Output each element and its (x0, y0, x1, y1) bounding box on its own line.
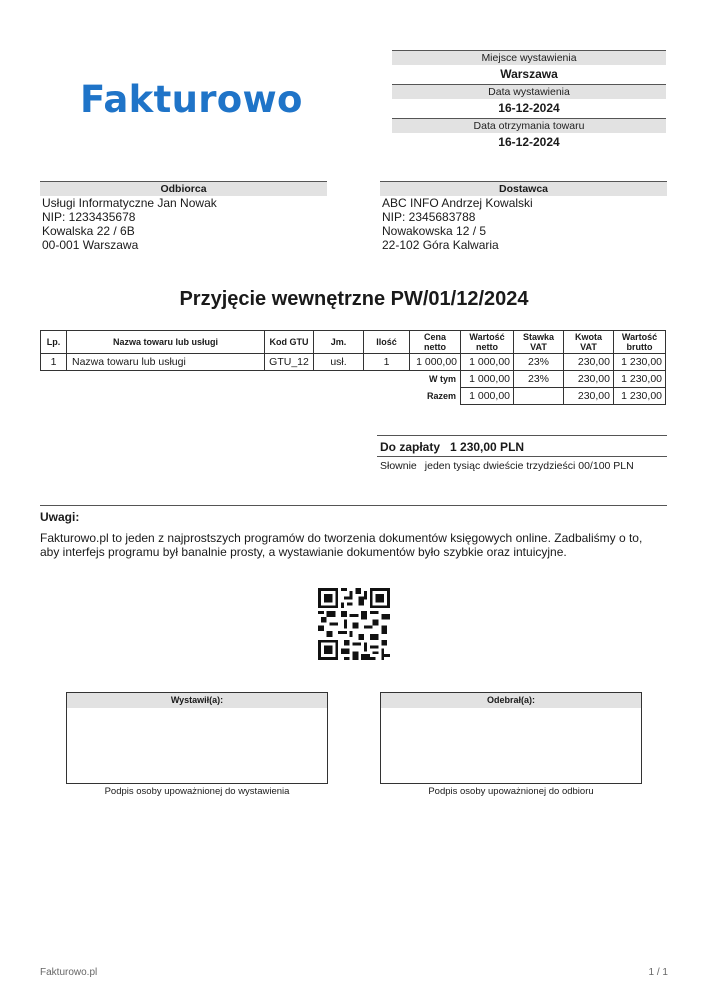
col-gross-value: Wartość brutto (614, 331, 666, 354)
row-net-price: 1 000,00 (410, 354, 461, 371)
receipt-date-value: 16-12-2024 (498, 135, 560, 149)
in-that-label: W tym (429, 374, 456, 385)
in-that-row (41, 371, 666, 388)
company-logo: Fakturowo (80, 78, 303, 121)
col-qty: Ilość (364, 331, 410, 354)
recipient-street: Kowalska 22 / 6B (42, 224, 135, 238)
supplier-city: 22-102 Góra Kalwaria (382, 238, 499, 252)
col-net-price: Cena netto (410, 331, 461, 354)
table-row (41, 354, 666, 371)
page-number: 1 / 1 (648, 967, 668, 978)
notes-text: Fakturowo.pl to jeden z najprostszych programów do tworzenia dokumentów księgowych online. Zadbaliśmy o to, aby interfejs programu był banalnie prosty, a wystawianie dokumentów było szybkie oraz intuicyjne. (40, 531, 643, 559)
total-net-value: 1 000,00 (461, 388, 514, 405)
issuer-signature-block (66, 692, 328, 797)
amount-in-words-label: Słownie (380, 460, 417, 472)
recipient-name: Usługi Informatyczne Jan Nowak (42, 196, 217, 210)
notes-section (40, 505, 667, 559)
total-label: Razem (426, 391, 456, 401)
col-vat-amount: Kwota VAT (564, 331, 614, 354)
col-net-value: Wartość netto (461, 331, 514, 354)
receiver-signature-box (380, 692, 642, 784)
col-unit: Jm. (314, 331, 364, 354)
col-vat-rate: Stawka VAT (514, 331, 564, 354)
amount-due-label: Do zapłaty (380, 440, 441, 454)
receiver-signature-header: Odebrał(a): (381, 693, 641, 708)
row-vat-rate: 23% (514, 354, 564, 371)
row-name: Nazwa towaru lub usługi (67, 354, 265, 371)
qr-code-icon (318, 588, 390, 660)
in-that-gross-value: 1 230,00 (614, 371, 666, 388)
supplier-header: Dostawca (380, 181, 667, 196)
payment-summary (377, 435, 667, 472)
place-label: Miejsce wystawienia (392, 50, 666, 65)
col-name: Nazwa towaru lub usługi (67, 331, 265, 354)
total-gross-value: 1 230,00 (614, 388, 666, 405)
col-gtu: Kod GTU (265, 331, 314, 354)
supplier-block (380, 181, 667, 252)
row-unit: usł. (314, 354, 364, 371)
document-title: Przyjęcie wewnętrzne PW/01/12/2024 (179, 288, 529, 310)
amount-in-words (377, 460, 667, 472)
issuer-signature-header: Wystawił(a): (67, 693, 327, 708)
recipient-city: 00-001 Warszawa (42, 238, 139, 252)
issue-date-value: 16-12-2024 (498, 101, 560, 115)
amount-due-value: 1 230,00 PLN (450, 440, 525, 454)
total-row (41, 388, 666, 405)
row-net-value: 1 000,00 (461, 354, 514, 371)
row-gtu: GTU_12 (265, 354, 314, 371)
row-gross-value: 1 230,00 (614, 354, 666, 371)
row-lp: 1 (41, 354, 67, 371)
recipient-nip: NIP: 1233435678 (42, 210, 136, 224)
in-that-vat-rate: 23% (514, 371, 564, 388)
place-value: Warszawa (500, 67, 558, 81)
table-header-row (41, 331, 666, 354)
document-meta (392, 50, 666, 152)
notes-header: Uwagi: (40, 510, 80, 524)
row-qty: 1 (364, 354, 410, 371)
issuer-signature-box (66, 692, 328, 784)
receipt-date-label: Data otrzymania towaru (392, 118, 666, 133)
recipient-block (40, 181, 327, 252)
recipient-header: Odbiorca (40, 181, 327, 196)
amount-due (377, 435, 667, 457)
total-vat-amount: 230,00 (564, 388, 614, 405)
amount-in-words-value: jeden tysiąc dwieście trzydzieści 00/100 PLN (424, 460, 634, 472)
receiver-signature-caption: Podpis osoby upoważnionej do odbioru (428, 786, 594, 797)
in-that-net-value: 1 000,00 (461, 371, 514, 388)
col-lp: Lp. (41, 331, 67, 354)
issue-date-label: Data wystawienia (392, 84, 666, 99)
row-vat-amount: 230,00 (564, 354, 614, 371)
items-table (40, 330, 666, 405)
supplier-nip: NIP: 2345683788 (382, 210, 476, 224)
issuer-signature-caption: Podpis osoby upoważnionej do wystawienia (104, 786, 290, 797)
total-vat-rate (514, 388, 564, 405)
receiver-signature-block (380, 692, 642, 797)
supplier-street: Nowakowska 12 / 5 (382, 224, 487, 238)
supplier-name: ABC INFO Andrzej Kowalski (382, 196, 533, 210)
footer-site: Fakturowo.pl (40, 967, 98, 978)
in-that-vat-amount: 230,00 (564, 371, 614, 388)
